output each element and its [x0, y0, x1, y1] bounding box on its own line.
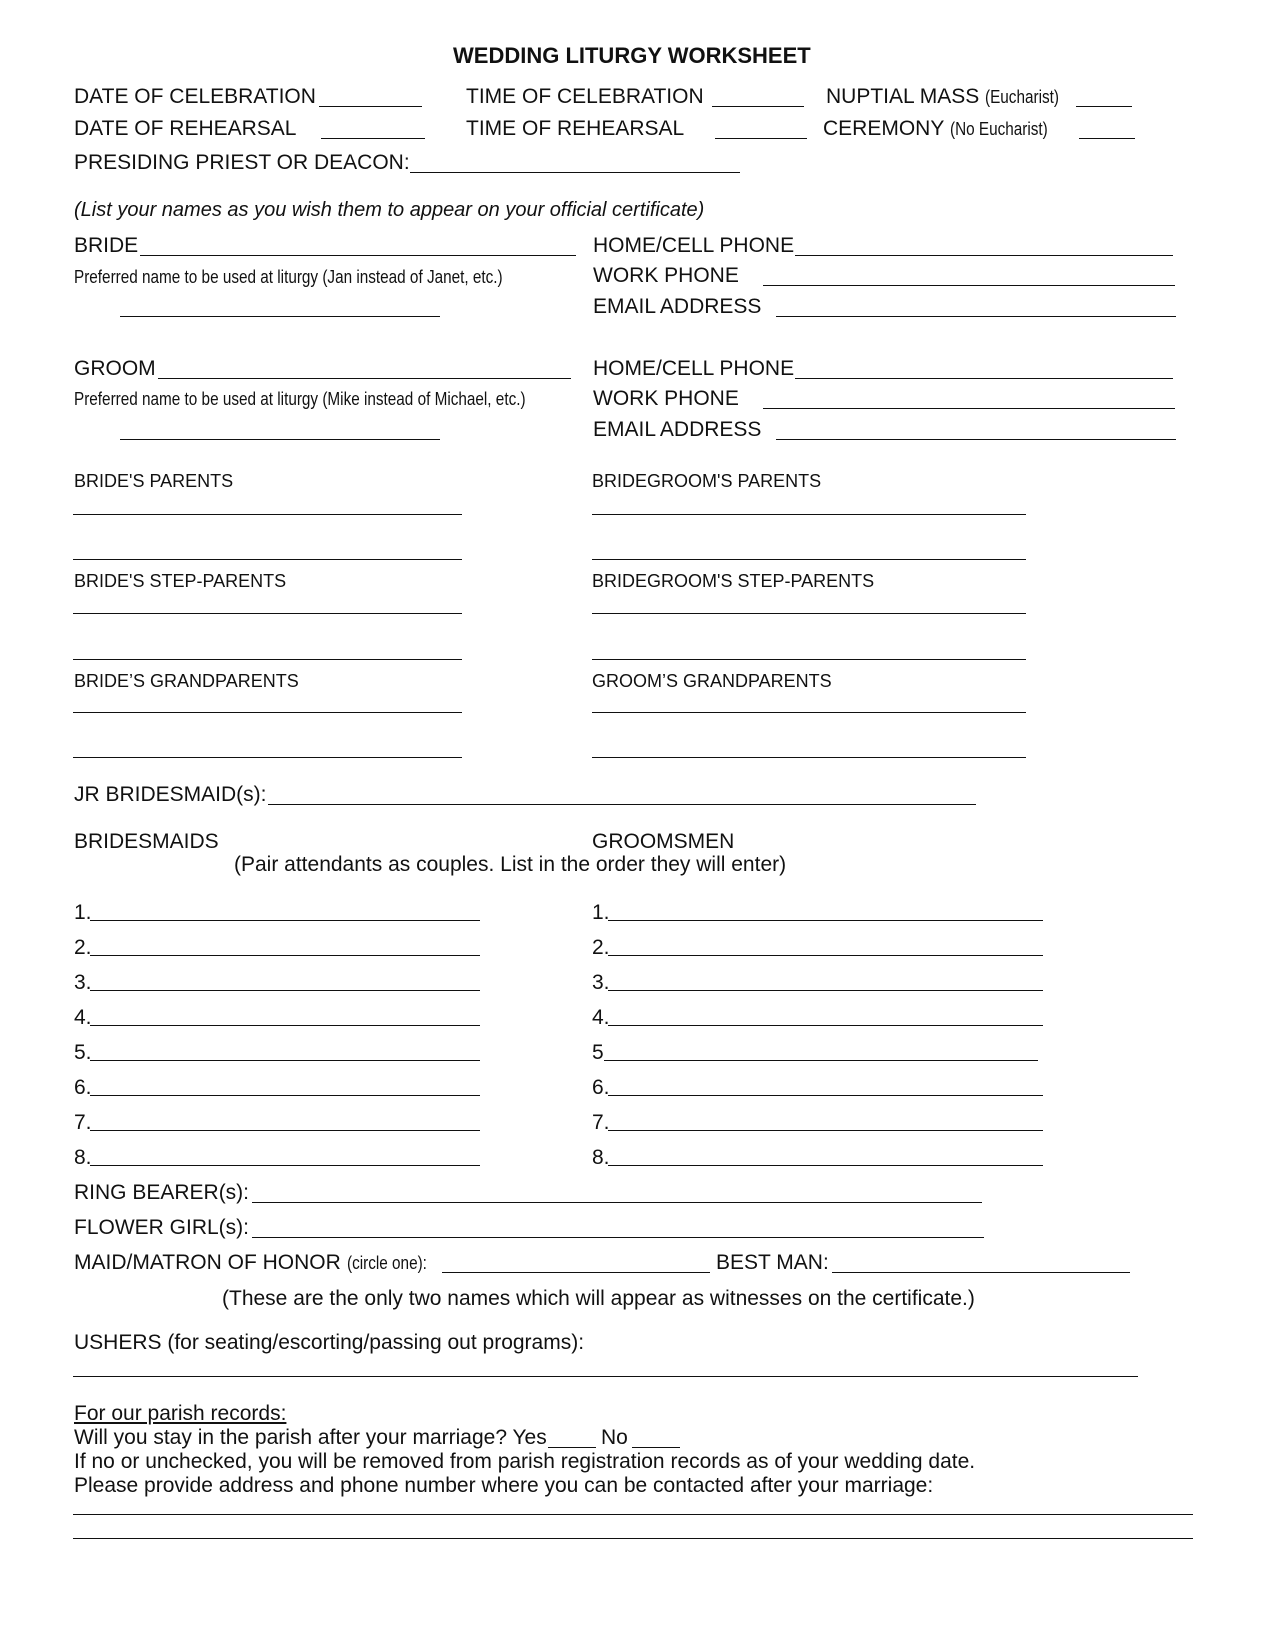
brides-step-parents-field[interactable] [73, 659, 462, 660]
bridesmaid-number: 4. [74, 1006, 92, 1029]
groom-home-phone-field[interactable] [795, 378, 1173, 379]
date-of-celebration-label: DATE OF CELEBRATION [74, 85, 316, 108]
grooms-step-parents-field[interactable] [592, 659, 1026, 660]
groomsman-field[interactable] [608, 955, 1043, 956]
bride-email-label: EMAIL ADDRESS [593, 295, 762, 318]
bride-name-field[interactable] [140, 255, 576, 256]
groomsman-field[interactable] [608, 990, 1043, 991]
groom-label: GROOM [74, 357, 156, 380]
bridesmaid-number: 6. [74, 1076, 92, 1099]
groomsman-field[interactable] [608, 1025, 1043, 1026]
contact-note: Please provide address and phone number where you can be contacted after your marriage: [74, 1474, 934, 1497]
attendants-note: (Pair attendants as couples. List in the order they will enter) [234, 853, 787, 876]
ring-bearer-label: RING BEARER(s): [74, 1181, 250, 1204]
groom-name-field[interactable] [158, 378, 571, 379]
maid-of-honor-label: MAID/MATRON OF HONOR (circle one): [74, 1251, 427, 1274]
grooms-parents-field[interactable] [592, 559, 1026, 560]
grooms-parents-label: BRIDEGROOM'S PARENTS [592, 471, 822, 491]
bride-preferred-note: Preferred name to be used at liturgy (Jan instead of Janet, etc.) [74, 267, 503, 287]
date-of-rehearsal-label: DATE OF REHEARSAL [74, 117, 297, 140]
groomsman-number: 5 [592, 1041, 604, 1064]
time-of-celebration-label: TIME OF CELEBRATION [466, 85, 704, 108]
time-of-celebration-field[interactable] [712, 106, 804, 107]
bride-home-phone-label: HOME/CELL PHONE [593, 234, 795, 257]
bridesmaid-field[interactable] [90, 955, 480, 956]
bridesmaid-field[interactable] [90, 1060, 480, 1061]
brides-grandparents-field[interactable] [73, 712, 462, 713]
groomsman-field[interactable] [608, 1165, 1043, 1166]
presiding-label: PRESIDING PRIEST OR DEACON: [74, 151, 410, 174]
bridesmaid-field[interactable] [90, 1165, 480, 1166]
best-man-label: BEST MAN: [716, 1251, 829, 1274]
brides-step-parents-field[interactable] [73, 613, 462, 614]
bridesmaids-label: BRIDESMAIDS [74, 830, 219, 853]
groom-email-field[interactable] [776, 439, 1176, 440]
ceremony-label: CEREMONY (No Eucharist) [823, 117, 1048, 140]
groomsman-field[interactable] [608, 920, 1043, 921]
groom-email-label: EMAIL ADDRESS [593, 418, 762, 441]
jr-bridesmaids-label: JR BRIDESMAID(s): [74, 783, 267, 806]
bridesmaid-number: 5. [74, 1041, 92, 1064]
groomsman-number: 1. [592, 901, 610, 924]
date-of-celebration-field[interactable] [319, 106, 422, 107]
bride-home-phone-field[interactable] [795, 255, 1173, 256]
groomsman-number: 8. [592, 1146, 610, 1169]
groomsman-number: 4. [592, 1006, 610, 1029]
bridesmaid-field[interactable] [90, 1025, 480, 1026]
groom-home-phone-label: HOME/CELL PHONE [593, 357, 795, 380]
time-of-rehearsal-label: TIME OF REHEARSAL [466, 117, 685, 140]
bridesmaid-field[interactable] [90, 1130, 480, 1131]
bride-preferred-field[interactable] [120, 316, 440, 317]
stay-question: Will you stay in the parish after your marriage? Yes [74, 1426, 547, 1449]
groomsman-field[interactable] [608, 1130, 1043, 1131]
ceremony-field[interactable] [1079, 138, 1135, 139]
bridesmaid-number: 1. [74, 901, 92, 924]
groomsman-number: 3. [592, 971, 610, 994]
groom-work-phone-label: WORK PHONE [593, 387, 739, 410]
stay-no-label: No [601, 1426, 628, 1449]
bridesmaid-field[interactable] [90, 990, 480, 991]
groomsman-number: 7. [592, 1111, 610, 1134]
flower-girl-field[interactable] [252, 1237, 984, 1238]
groomsman-field[interactable] [604, 1060, 1038, 1061]
groom-preferred-note: Preferred name to be used at liturgy (Mike instead of Michael, etc.) [74, 389, 526, 409]
contact-phone-field[interactable] [73, 1538, 1193, 1539]
bridesmaid-field[interactable] [90, 1095, 480, 1096]
time-of-rehearsal-field[interactable] [715, 138, 807, 139]
groom-work-phone-field[interactable] [763, 408, 1175, 409]
names-note: (List your names as you wish them to appear on your official certificate) [74, 199, 705, 221]
ushers-label: USHERS (for seating/escorting/passing out programs): [74, 1331, 585, 1354]
ring-bearer-field[interactable] [252, 1202, 982, 1203]
brides-grandparents-field[interactable] [73, 757, 462, 758]
groomsman-number: 2. [592, 936, 610, 959]
grooms-step-parents-label: BRIDEGROOM'S STEP-PARENTS [592, 571, 875, 591]
grooms-parents-field[interactable] [592, 514, 1026, 515]
bride-work-phone-label: WORK PHONE [593, 264, 739, 287]
brides-parents-field[interactable] [73, 559, 462, 560]
parish-records-heading: For our parish records: [74, 1402, 287, 1425]
brides-parents-label: BRIDE'S PARENTS [74, 471, 234, 491]
flower-girl-label: FLOWER GIRL(s): [74, 1216, 250, 1239]
contact-address-field[interactable] [73, 1514, 1193, 1515]
bridesmaid-field[interactable] [90, 920, 480, 921]
brides-step-parents-label: BRIDE'S STEP-PARENTS [74, 571, 287, 591]
grooms-grandparents-field[interactable] [592, 757, 1026, 758]
brides-parents-field[interactable] [73, 514, 462, 515]
bride-work-phone-field[interactable] [763, 285, 1175, 286]
grooms-grandparents-label: GROOM’S GRANDPARENTS [592, 671, 832, 691]
grooms-grandparents-field[interactable] [592, 712, 1026, 713]
ushers-field[interactable] [73, 1376, 1138, 1377]
removal-note: If no or unchecked, you will be removed from parish registration records as of your wedding date. [74, 1450, 976, 1473]
bride-email-field[interactable] [776, 316, 1176, 317]
nuptial-mass-field[interactable] [1076, 106, 1132, 107]
grooms-step-parents-field[interactable] [592, 613, 1026, 614]
bridesmaid-number: 8. [74, 1146, 92, 1169]
stay-no-field[interactable] [632, 1447, 680, 1448]
groomsman-number: 6. [592, 1076, 610, 1099]
groomsmen-label: GROOMSMEN [592, 830, 735, 853]
brides-grandparents-label: BRIDE’S GRANDPARENTS [74, 671, 299, 691]
witness-note: (These are the only two names which will appear as witnesses on the certificate.) [222, 1287, 975, 1310]
jr-bridesmaids-field[interactable] [268, 804, 976, 805]
presiding-field[interactable] [410, 172, 740, 173]
bridesmaid-number: 3. [74, 971, 92, 994]
stay-yes-field[interactable] [548, 1447, 596, 1448]
groom-preferred-field[interactable] [120, 439, 440, 440]
bridesmaid-number: 2. [74, 936, 92, 959]
date-of-rehearsal-field[interactable] [321, 138, 425, 139]
bridesmaid-number: 7. [74, 1111, 92, 1134]
maid-of-honor-field[interactable] [442, 1272, 710, 1273]
bride-label: BRIDE [74, 234, 139, 257]
groomsman-field[interactable] [608, 1095, 1043, 1096]
best-man-field[interactable] [832, 1272, 1130, 1273]
page-title: WEDDING LITURGY WORKSHEET [453, 43, 811, 68]
nuptial-mass-label: NUPTIAL MASS (Eucharist) [826, 85, 1060, 108]
